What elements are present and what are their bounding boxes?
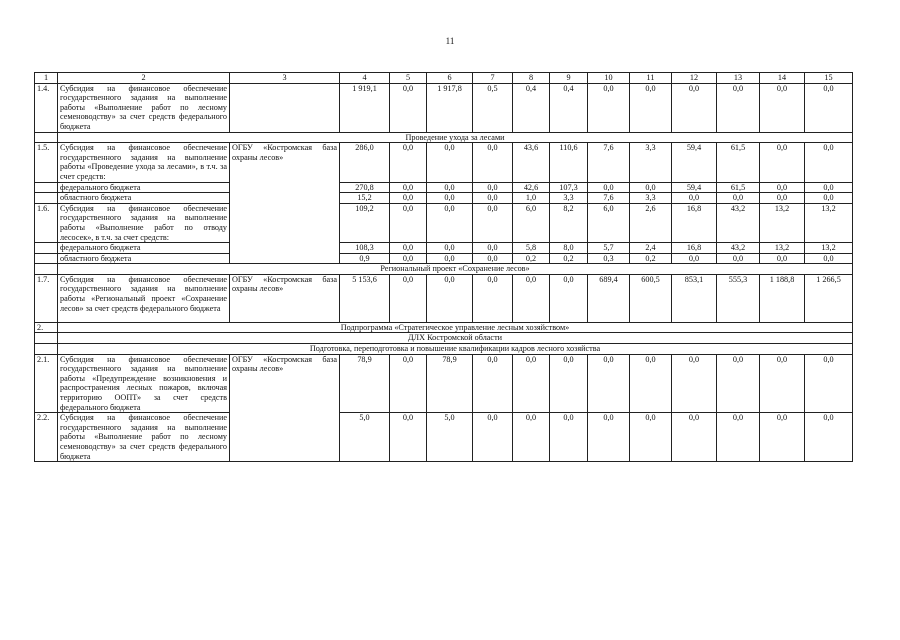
value-cell: 0,0 bbox=[717, 83, 760, 132]
value-cell: 0,0 bbox=[473, 413, 513, 462]
value-cell: 0,0 bbox=[390, 274, 427, 322]
value-cell: 0,0 bbox=[805, 182, 853, 193]
section-row bbox=[35, 344, 853, 355]
section-row bbox=[35, 333, 853, 344]
value-cell: 0,0 bbox=[473, 274, 513, 322]
responsible-org: ОГБУ «Костромская база охраны лесов» bbox=[230, 354, 340, 462]
section-title: ДЛХ Костромской области bbox=[58, 333, 853, 344]
value-cell: 5,7 bbox=[588, 243, 630, 254]
value-cell: 5,8 bbox=[513, 243, 550, 254]
value-cell: 3,3 bbox=[630, 143, 672, 182]
value-cell: 0,0 bbox=[390, 253, 427, 264]
row-number bbox=[35, 193, 58, 204]
value-cell: 0,0 bbox=[473, 243, 513, 254]
value-cell: 1 917,8 bbox=[427, 83, 473, 132]
row-number: 1.5. bbox=[35, 143, 58, 182]
value-cell: 0,0 bbox=[630, 83, 672, 132]
value-cell: 0,0 bbox=[805, 413, 853, 462]
value-cell: 286,0 bbox=[340, 143, 390, 182]
table-row bbox=[35, 203, 853, 242]
value-cell: 0,0 bbox=[513, 274, 550, 322]
row-number bbox=[35, 264, 58, 275]
table-row bbox=[35, 243, 853, 254]
value-cell: 0,0 bbox=[588, 83, 630, 132]
table-row bbox=[35, 143, 853, 182]
value-cell: 0,0 bbox=[805, 253, 853, 264]
responsible-org: ОГБУ «Костромская база охраны лесов» bbox=[230, 143, 340, 264]
value-cell: 0,0 bbox=[630, 354, 672, 413]
column-number: 2 bbox=[58, 73, 230, 84]
value-cell: 61,5 bbox=[717, 182, 760, 193]
value-cell: 2,4 bbox=[630, 243, 672, 254]
value-cell: 0,0 bbox=[630, 182, 672, 193]
value-cell: 0,0 bbox=[513, 354, 550, 413]
value-cell: 0,0 bbox=[588, 182, 630, 193]
value-cell: 0,2 bbox=[630, 253, 672, 264]
row-number: 1.6. bbox=[35, 203, 58, 242]
value-cell: 6,0 bbox=[513, 203, 550, 242]
column-number: 8 bbox=[513, 73, 550, 84]
value-cell: 0,0 bbox=[427, 143, 473, 182]
value-cell: 0,2 bbox=[513, 253, 550, 264]
value-cell: 0,0 bbox=[473, 203, 513, 242]
value-cell: 0,0 bbox=[550, 354, 588, 413]
value-cell: 0,0 bbox=[672, 413, 717, 462]
value-cell: 0,0 bbox=[550, 413, 588, 462]
value-cell: 109,2 bbox=[340, 203, 390, 242]
value-cell: 0,0 bbox=[717, 253, 760, 264]
value-cell: 13,2 bbox=[760, 203, 805, 242]
row-number bbox=[35, 333, 58, 344]
value-cell: 0,0 bbox=[760, 193, 805, 204]
value-cell: 0,4 bbox=[550, 83, 588, 132]
value-cell: 0,0 bbox=[427, 203, 473, 242]
column-number: 4 bbox=[340, 73, 390, 84]
column-number: 10 bbox=[588, 73, 630, 84]
value-cell: 7,6 bbox=[588, 193, 630, 204]
row-number bbox=[35, 243, 58, 254]
value-cell: 0,0 bbox=[427, 182, 473, 193]
value-cell: 0,0 bbox=[717, 354, 760, 413]
value-cell: 43,2 bbox=[717, 243, 760, 254]
value-cell: 0,0 bbox=[473, 253, 513, 264]
value-cell: 7,6 bbox=[588, 143, 630, 182]
value-cell: 59,4 bbox=[672, 143, 717, 182]
value-cell: 1 266,5 bbox=[805, 274, 853, 322]
value-cell: 0,0 bbox=[805, 143, 853, 182]
value-cell: 0,0 bbox=[473, 182, 513, 193]
section-row bbox=[35, 132, 853, 143]
page-number: 11 bbox=[445, 36, 455, 46]
section-title: Проведение ухода за лесами bbox=[58, 132, 853, 143]
table-row bbox=[35, 413, 853, 462]
value-cell: 0,0 bbox=[760, 83, 805, 132]
value-cell: 0,0 bbox=[390, 83, 427, 132]
value-cell: 0,4 bbox=[513, 83, 550, 132]
value-cell: 0,0 bbox=[760, 354, 805, 413]
value-cell: 59,4 bbox=[672, 182, 717, 193]
value-cell: 13,2 bbox=[805, 243, 853, 254]
value-cell: 61,5 bbox=[717, 143, 760, 182]
column-number: 5 bbox=[390, 73, 427, 84]
value-cell: 0,0 bbox=[473, 193, 513, 204]
column-number: 1 bbox=[35, 73, 58, 84]
value-cell: 1 188,8 bbox=[760, 274, 805, 322]
table-row bbox=[35, 83, 853, 132]
row-number: 1.4. bbox=[35, 83, 58, 132]
value-cell: 0,0 bbox=[760, 143, 805, 182]
value-cell: 0,0 bbox=[427, 274, 473, 322]
section-title: Подготовка, переподготовка и повышение квалификации кадров лесного хозяйства bbox=[58, 344, 853, 355]
value-cell: 0,0 bbox=[427, 193, 473, 204]
row-number bbox=[35, 344, 58, 355]
table-row bbox=[35, 193, 853, 204]
value-cell: 853,1 bbox=[672, 274, 717, 322]
value-cell: 0,0 bbox=[390, 182, 427, 193]
table-row bbox=[35, 354, 853, 413]
row-description: областного бюджета bbox=[58, 193, 230, 204]
row-number: 1.7. bbox=[35, 274, 58, 322]
value-cell: 0,0 bbox=[588, 413, 630, 462]
table-row bbox=[35, 253, 853, 264]
section-title: Региональный проект «Сохранение лесов» bbox=[58, 264, 853, 275]
value-cell: 689,4 bbox=[588, 274, 630, 322]
row-number: 2. bbox=[35, 322, 58, 333]
value-cell: 0,0 bbox=[513, 413, 550, 462]
value-cell: 15,2 bbox=[340, 193, 390, 204]
value-cell: 0,0 bbox=[672, 193, 717, 204]
value-cell: 0,0 bbox=[805, 354, 853, 413]
value-cell: 555,3 bbox=[717, 274, 760, 322]
value-cell: 5,0 bbox=[340, 413, 390, 462]
value-cell: 0,5 bbox=[473, 83, 513, 132]
column-number: 7 bbox=[473, 73, 513, 84]
value-cell: 78,9 bbox=[427, 354, 473, 413]
value-cell: 0,0 bbox=[672, 354, 717, 413]
column-number: 6 bbox=[427, 73, 473, 84]
value-cell: 1 919,1 bbox=[340, 83, 390, 132]
value-cell: 8,0 bbox=[550, 243, 588, 254]
value-cell: 0,0 bbox=[390, 203, 427, 242]
value-cell: 6,0 bbox=[588, 203, 630, 242]
table-row bbox=[35, 274, 853, 322]
row-description: Субсидия на финансовое обеспечение государственного задания на выполнение работы «Выполнение работ по лесному семеноводству» за счет средств федерального бюджета bbox=[58, 413, 230, 462]
column-number: 3 bbox=[230, 73, 340, 84]
value-cell: 107,3 bbox=[550, 182, 588, 193]
value-cell: 0,0 bbox=[588, 354, 630, 413]
value-cell: 108,3 bbox=[340, 243, 390, 254]
value-cell: 0,0 bbox=[805, 193, 853, 204]
value-cell: 0,0 bbox=[390, 413, 427, 462]
value-cell: 0,0 bbox=[805, 83, 853, 132]
value-cell: 43,6 bbox=[513, 143, 550, 182]
column-number: 13 bbox=[717, 73, 760, 84]
value-cell: 5 153,6 bbox=[340, 274, 390, 322]
row-description: Субсидия на финансовое обеспечение государственного задания на выполнение работы «Проведение ухода за лесами», в т.ч. за счет средств: bbox=[58, 143, 230, 182]
table-row bbox=[35, 182, 853, 193]
value-cell: 0,0 bbox=[473, 143, 513, 182]
value-cell: 0,0 bbox=[390, 143, 427, 182]
value-cell: 2,6 bbox=[630, 203, 672, 242]
value-cell: 0,9 bbox=[340, 253, 390, 264]
value-cell: 0,2 bbox=[550, 253, 588, 264]
value-cell: 0,0 bbox=[672, 83, 717, 132]
value-cell: 0,0 bbox=[760, 253, 805, 264]
value-cell: 0,0 bbox=[717, 193, 760, 204]
value-cell: 1,0 bbox=[513, 193, 550, 204]
value-cell: 16,8 bbox=[672, 243, 717, 254]
column-number: 9 bbox=[550, 73, 588, 84]
section-title: Подпрограмма «Стратегическое управление лесным хозяйством» bbox=[58, 322, 853, 333]
value-cell: 0,0 bbox=[672, 253, 717, 264]
row-description: Субсидия на финансовое обеспечение государственного задания на выполнение работы «Выполнение работ по лесному семеноводству» за счет средств федерального бюджета bbox=[58, 83, 230, 132]
value-cell: 13,2 bbox=[805, 203, 853, 242]
row-description: Субсидия на финансовое обеспечение государственного задания на выполнение работы «Выполнение работ по отводу лесосек», в т.ч. за счет средств: bbox=[58, 203, 230, 242]
value-cell: 0,0 bbox=[717, 413, 760, 462]
value-cell: 0,0 bbox=[760, 413, 805, 462]
row-description: областного бюджета bbox=[58, 253, 230, 264]
row-description: федерального бюджета bbox=[58, 243, 230, 254]
value-cell: 16,8 bbox=[672, 203, 717, 242]
value-cell: 0,0 bbox=[390, 354, 427, 413]
row-number bbox=[35, 132, 58, 143]
value-cell: 13,2 bbox=[760, 243, 805, 254]
row-number bbox=[35, 182, 58, 193]
value-cell: 42,6 bbox=[513, 182, 550, 193]
value-cell: 0,3 bbox=[588, 253, 630, 264]
responsible-org bbox=[230, 83, 340, 132]
value-cell: 0,0 bbox=[760, 182, 805, 193]
value-cell: 0,0 bbox=[390, 193, 427, 204]
row-number bbox=[35, 253, 58, 264]
value-cell: 110,6 bbox=[550, 143, 588, 182]
value-cell: 43,2 bbox=[717, 203, 760, 242]
row-description: Субсидия на финансовое обеспечение государственного задания на выполнение работы «Предупреждение возникновения и распространения лесных пожаров, включая территорию ООПТ» за счет средств федерального бюджета bbox=[58, 354, 230, 413]
budget-table bbox=[34, 72, 853, 462]
responsible-org: ОГБУ «Костромская база охраны лесов» bbox=[230, 274, 340, 322]
column-number: 15 bbox=[805, 73, 853, 84]
value-cell: 600,5 bbox=[630, 274, 672, 322]
value-cell: 270,8 bbox=[340, 182, 390, 193]
column-number: 14 bbox=[760, 73, 805, 84]
value-cell: 78,9 bbox=[340, 354, 390, 413]
column-number: 11 bbox=[630, 73, 672, 84]
value-cell: 8,2 bbox=[550, 203, 588, 242]
section-row bbox=[35, 264, 853, 275]
value-cell: 0,0 bbox=[390, 243, 427, 254]
section-row bbox=[35, 322, 853, 333]
value-cell: 0,0 bbox=[473, 354, 513, 413]
row-number: 2.1. bbox=[35, 354, 58, 413]
value-cell: 0,0 bbox=[427, 253, 473, 264]
header-row bbox=[35, 73, 853, 84]
value-cell: 3,3 bbox=[630, 193, 672, 204]
value-cell: 3,3 bbox=[550, 193, 588, 204]
column-number: 12 bbox=[672, 73, 717, 84]
value-cell: 0,0 bbox=[550, 274, 588, 322]
value-cell: 0,0 bbox=[630, 413, 672, 462]
value-cell: 5,0 bbox=[427, 413, 473, 462]
row-number: 2.2. bbox=[35, 413, 58, 462]
value-cell: 0,0 bbox=[427, 243, 473, 254]
row-description: федерального бюджета bbox=[58, 182, 230, 193]
row-description: Субсидия на финансовое обеспечение государственного задания на выполнение работы «Региональный проект «Сохранение лесов» за счет средств федерального бюджета bbox=[58, 274, 230, 322]
